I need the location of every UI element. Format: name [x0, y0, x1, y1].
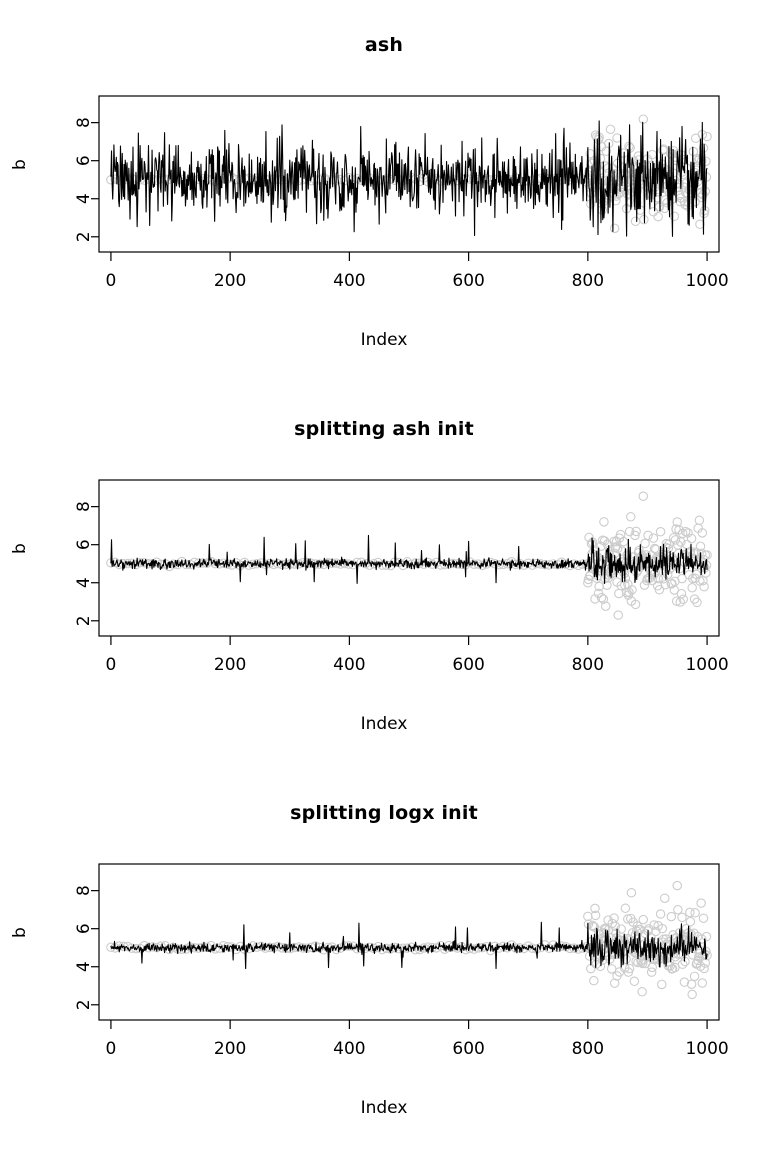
svg-text:8: 8	[74, 501, 95, 513]
x-axis-label: Index	[360, 714, 408, 734]
svg-text:0: 0	[105, 655, 117, 675]
svg-text:8: 8	[74, 885, 95, 897]
svg-text:4: 4	[74, 193, 94, 205]
y-axis-label: b	[10, 927, 30, 938]
plot-area	[0, 384, 768, 768]
x-axis-label: Index	[360, 1098, 408, 1118]
svg-text:800: 800	[571, 1039, 605, 1059]
svg-text:6: 6	[74, 539, 94, 551]
x-axis-label: Index	[360, 330, 408, 350]
svg-text:200: 200	[213, 1039, 247, 1059]
svg-text:8: 8	[74, 117, 95, 129]
chart-title: splitting logx init	[290, 802, 478, 824]
svg-text:1000: 1000	[685, 271, 729, 291]
plot-area	[0, 768, 768, 1152]
svg-text:2: 2	[74, 231, 94, 243]
svg-text:200: 200	[213, 271, 247, 291]
svg-text:1000: 1000	[685, 655, 729, 675]
y-axis-label: b	[10, 543, 30, 554]
svg-text:600: 600	[452, 271, 485, 291]
svg-text:4: 4	[74, 961, 94, 973]
svg-text:800: 800	[571, 655, 605, 675]
svg-text:2: 2	[74, 615, 94, 627]
svg-text:0: 0	[105, 271, 117, 291]
svg-text:800: 800	[571, 271, 605, 291]
chart-title: splitting ash init	[294, 418, 474, 440]
svg-text:6: 6	[74, 923, 94, 935]
chart-panel-splitting-logx-init	[0, 768, 768, 1152]
svg-text:200: 200	[213, 655, 247, 675]
svg-text:0: 0	[105, 1039, 117, 1059]
chart-panel-splitting-ash-init	[0, 384, 768, 768]
plot-area	[0, 0, 768, 384]
svg-text:600: 600	[452, 1039, 485, 1059]
chart-title: ash	[364, 34, 404, 56]
svg-text:400: 400	[333, 655, 366, 675]
svg-text:400: 400	[333, 1039, 366, 1059]
svg-text:400: 400	[333, 271, 366, 291]
chart-panel-ash	[0, 0, 768, 384]
svg-text:2: 2	[74, 999, 94, 1011]
svg-text:1000: 1000	[685, 1039, 729, 1059]
y-axis-label: b	[10, 159, 30, 170]
svg-text:600: 600	[452, 655, 485, 675]
svg-text:6: 6	[74, 155, 94, 167]
svg-text:4: 4	[74, 577, 94, 589]
